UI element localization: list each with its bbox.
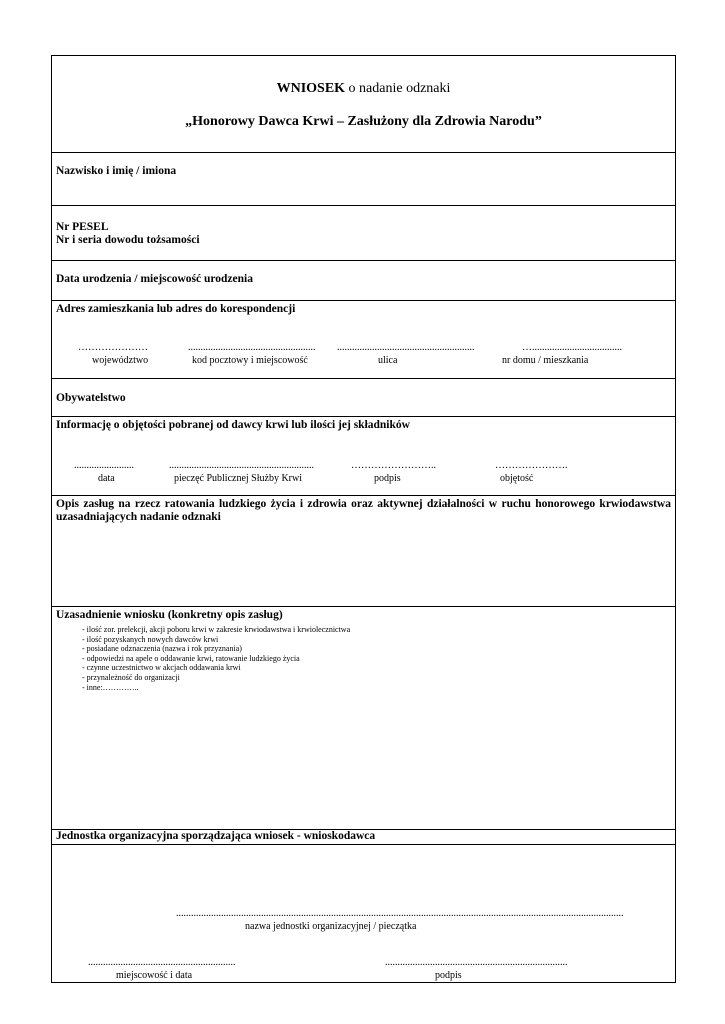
hint-item: - odpowiedzi na apele o oddawanie krwi, ratowanie ludzkiego życia <box>82 654 350 664</box>
volume-caption: objętość <box>500 473 534 484</box>
form-subtitle: „Honorowy Dawca Krwi – Zasłużony dla Zdrowia Narodu” <box>185 114 542 129</box>
hint-item: - czynne uczestnictwo w akcjach oddawania krwi <box>82 663 350 673</box>
merits-label: Opis zasług na rzecz ratowania ludzkiego życia i zdrowia oraz aktywnej działalności w ruchu honorowego krwiodawstwa uzasadniających nadanie odznaki <box>56 498 671 523</box>
street-dots: ....................................................... <box>337 342 475 353</box>
stamp-caption: pieczęć Publicznej Służby Krwi <box>174 473 303 484</box>
signature-caption: podpis <box>374 473 401 484</box>
postal-code-dots: ................................................... <box>188 342 316 353</box>
applicant-signature-dots: ......................................................................... <box>385 957 568 968</box>
justification-hints <box>82 625 350 692</box>
date-dots: ........................ <box>74 460 134 471</box>
unit-field[interactable] <box>52 845 675 983</box>
hint-item: - posiadane odznaczenia (nazwa i rok przyznania) <box>82 644 350 654</box>
applicant-signature-caption: podpis <box>435 970 462 981</box>
citizenship-label: Obywatelstwo <box>56 392 126 404</box>
street-caption: ulica <box>378 355 398 366</box>
pesel-label: Nr PESEL <box>56 221 109 233</box>
address-label: Adres zamieszkania lub adres do korespondencji <box>56 303 296 315</box>
form-header <box>52 56 675 153</box>
unit-name-caption: nazwa jednostki organizacyjnej / pieczątka <box>245 921 417 932</box>
pesel-field[interactable] <box>52 206 675 261</box>
signature-dots: …………………….. <box>351 460 436 471</box>
voivodeship-dots: ………………… <box>78 342 148 353</box>
unit-label-row <box>52 830 675 845</box>
postal-code-caption: kod pocztowy i miejscowość <box>192 355 308 366</box>
volume-label: Informację o objętości pobranej od dawcy krwi lub ilości jej składników <box>56 419 410 431</box>
birth-field[interactable] <box>52 261 675 301</box>
id-document-label: Nr i seria dowodu tożsamości <box>56 234 200 246</box>
hint-item: - ilość zor. prelekcji, akcji poboru krwi w zakresie krwiodawstwa i krwiolecznictwa <box>82 625 350 635</box>
place-date-dots: ........................................................... <box>88 957 236 968</box>
justification-field[interactable] <box>52 607 675 830</box>
house-number-dots: ….................................... <box>522 342 622 353</box>
birth-label: Data urodzenia / miejscowość urodzenia <box>56 273 253 285</box>
unit-label: Jednostka organizacyjna sporządzająca wniosek - wnioskodawca <box>56 830 376 842</box>
stamp-dots: .......................................................... <box>169 460 314 471</box>
justification-label: Uzasadnienie wniosku (konkretny opis zasług) <box>56 609 283 621</box>
merits-field[interactable] <box>52 496 675 607</box>
hint-item: - ilość pozyskanych nowych dawców krwi <box>82 635 350 645</box>
name-field[interactable] <box>52 153 675 206</box>
place-date-caption: miejscowość i data <box>116 970 193 981</box>
citizenship-field[interactable] <box>52 379 675 417</box>
house-number-caption: nr domu / mieszkania <box>502 355 589 366</box>
volume-dots: …………………. <box>495 460 568 471</box>
date-caption: data <box>98 473 115 484</box>
address-field[interactable] <box>52 301 675 379</box>
hint-item: - przynależność do organizacji <box>82 673 350 683</box>
hint-item: - inne:………….. <box>82 683 350 693</box>
unit-name-dots: ................................................................................................................................................................................... <box>176 908 624 919</box>
voivodeship-caption: województwo <box>92 355 149 366</box>
name-label: Nazwisko i imię / imiona <box>56 165 177 177</box>
form-title: WNIOSEK o nadanie odznaki <box>276 81 451 96</box>
application-form <box>51 55 676 983</box>
volume-field[interactable] <box>52 417 675 496</box>
